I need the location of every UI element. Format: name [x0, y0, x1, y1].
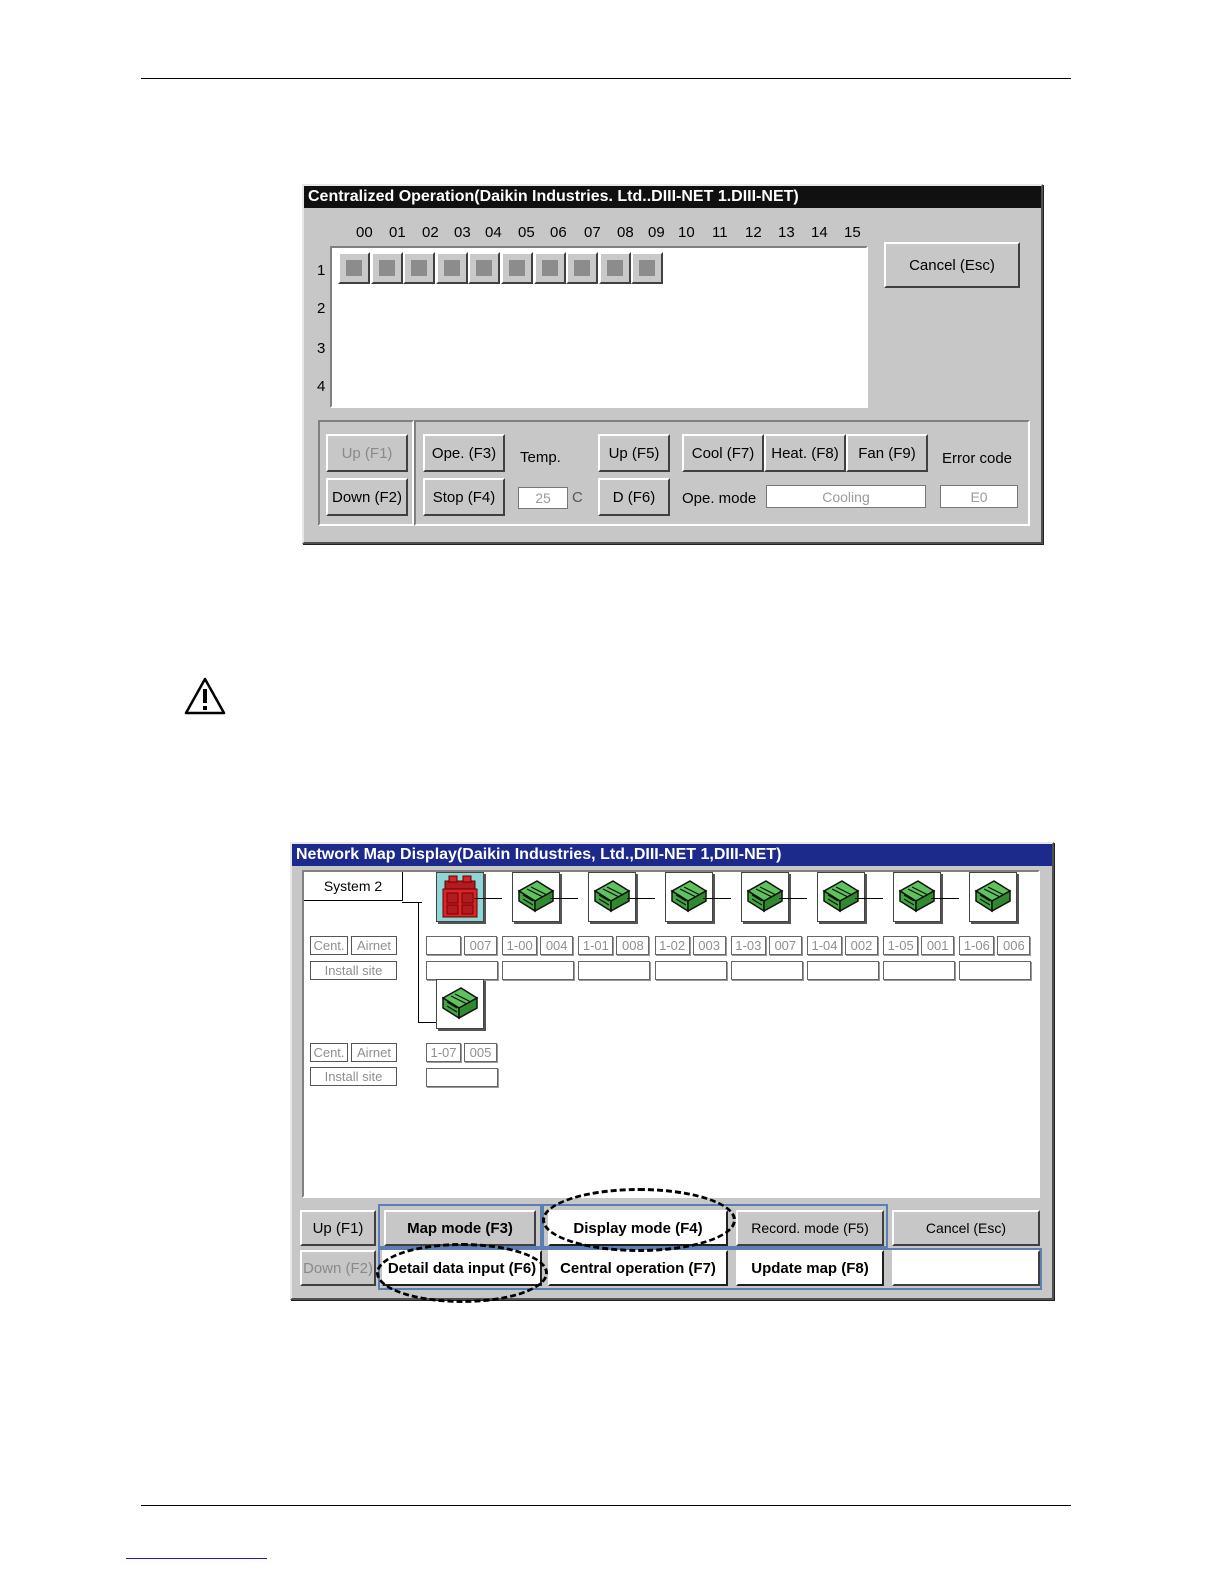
unit-airnet-number: 002: [845, 936, 878, 955]
unit-cell[interactable]: [371, 252, 403, 284]
record-mode-button[interactable]: Record. mode (F5): [736, 1210, 884, 1246]
unit-cell[interactable]: [338, 252, 370, 284]
unit-connector-line: [550, 898, 578, 899]
centralized-title: Centralized Operation(Daikin Industries. Ltd..DIII-NET 1.DIII-NET): [304, 186, 1041, 208]
operate-button[interactable]: Ope. (F3): [423, 434, 505, 472]
stop-button[interactable]: Stop (F4): [423, 478, 505, 516]
unit-airnet-number: 001: [921, 936, 954, 955]
unit-connector-line: [703, 898, 731, 899]
down-button[interactable]: Down (F2): [300, 1250, 376, 1286]
empty-button[interactable]: [892, 1250, 1040, 1286]
down-button[interactable]: Down (F2): [326, 478, 408, 516]
up-button[interactable]: Up (F1): [300, 1210, 376, 1246]
error-code-label: Error code: [942, 450, 1013, 467]
unit-address: 1-01: [578, 936, 613, 955]
unit-cell[interactable]: [566, 252, 598, 284]
unit-install-site[interactable]: [807, 961, 879, 980]
column-header: 06: [550, 224, 567, 241]
unit-cell[interactable]: [534, 252, 566, 284]
unit-cell[interactable]: [436, 252, 468, 284]
network-title: Network Map Display(Daikin Industries, Ltd.,DIII-NET 1,DIII-NET): [292, 844, 1052, 866]
column-header: 04: [485, 224, 502, 241]
temp-field[interactable]: 25: [518, 487, 568, 509]
airnet-label-row1: Airnet: [351, 936, 397, 955]
warning-icon: [183, 676, 227, 716]
footer-link-underline: [126, 1558, 267, 1559]
unit-cell[interactable]: [403, 252, 435, 284]
display-mode-button[interactable]: Display mode (F4): [548, 1210, 728, 1246]
row-header: 3: [317, 340, 326, 357]
unit-address: 1-07: [426, 1043, 461, 1062]
unit-airnet-number: 007: [464, 936, 497, 955]
unit-grid: [330, 246, 868, 408]
column-header: 13: [778, 224, 795, 241]
temp-unit: C: [572, 489, 583, 506]
install-site-label-row2: Install site: [310, 1067, 397, 1086]
unit-airnet-number: 008: [616, 936, 649, 955]
temp-up-button[interactable]: Up (F5): [598, 434, 670, 472]
unit-install-site[interactable]: [731, 961, 803, 980]
unit-cell[interactable]: [599, 252, 631, 284]
detail-data-input-button[interactable]: Detail data input (F6): [382, 1250, 542, 1286]
unit-address: 1-06: [959, 936, 994, 955]
unit-cell[interactable]: [631, 252, 663, 284]
header-rule: [141, 78, 1071, 79]
column-header: 10: [678, 224, 695, 241]
up-button[interactable]: Up (F1): [326, 434, 408, 472]
column-header: 07: [584, 224, 601, 241]
column-header: 14: [811, 224, 828, 241]
temp-down-button[interactable]: D (F6): [598, 478, 670, 516]
unit-install-site[interactable]: [655, 961, 727, 980]
cent-label-row1: Cent.: [310, 936, 348, 955]
column-header: 12: [745, 224, 762, 241]
unit-address: 1-00: [502, 936, 537, 955]
update-map-button[interactable]: Update map (F8): [736, 1250, 884, 1286]
unit-connector-line: [627, 898, 655, 899]
unit-airnet-number: 007: [769, 936, 802, 955]
column-header: 00: [356, 224, 373, 241]
indoor-unit-icon[interactable]: [588, 872, 636, 922]
unit-connector-line: [855, 898, 883, 899]
unit-install-site[interactable]: [883, 961, 955, 980]
highlight-detail-data-input: [376, 1243, 548, 1303]
error-code-field: E0: [940, 485, 1018, 508]
indoor-unit-icon[interactable]: [817, 872, 865, 922]
fan-button[interactable]: Fan (F9): [846, 434, 928, 472]
airnet-label-row2: Airnet: [351, 1043, 397, 1062]
centralized-operation-window: [302, 184, 1043, 544]
indoor-unit-icon[interactable]: [893, 872, 941, 922]
unit-address: 1-02: [655, 936, 690, 955]
ope-mode-label: Ope. mode: [682, 490, 757, 507]
row-header: 2: [317, 300, 326, 317]
unit-airnet-number: 004: [540, 936, 573, 955]
cancel-button[interactable]: Cancel (Esc): [884, 242, 1020, 288]
column-header: 09: [648, 224, 665, 241]
row-header: 4: [317, 378, 326, 395]
unit-install-site[interactable]: [502, 961, 574, 980]
unit-connector-line: [931, 898, 959, 899]
central-controller-icon[interactable]: [436, 872, 484, 922]
unit-connector-line: [474, 898, 502, 899]
unit-airnet-number: 003: [693, 936, 726, 955]
unit-connector-line: [779, 898, 807, 899]
heat-button[interactable]: Heat. (F8): [764, 434, 846, 472]
column-header: 11: [712, 224, 728, 241]
unit-install-site[interactable]: [578, 961, 650, 980]
highlight-display-mode: [542, 1188, 736, 1252]
map-mode-button[interactable]: Map mode (F3): [384, 1210, 536, 1246]
central-operation-button[interactable]: Central operation (F7): [548, 1250, 728, 1286]
column-header: 08: [617, 224, 634, 241]
column-header: 03: [454, 224, 471, 241]
system-branch-line: [402, 902, 422, 903]
install-site-label-row1: Install site: [310, 961, 397, 980]
indoor-unit-icon[interactable]: [665, 872, 713, 922]
column-header: 05: [518, 224, 535, 241]
system-label-box: [304, 872, 403, 901]
unit-install-site[interactable]: [426, 1068, 498, 1087]
unit-airnet-number: 005: [464, 1043, 497, 1062]
ope-mode-field: Cooling: [766, 485, 926, 508]
cancel-button[interactable]: Cancel (Esc): [892, 1210, 1040, 1246]
column-header: 02: [422, 224, 439, 241]
indoor-unit-icon[interactable]: [969, 872, 1017, 922]
unit-address: 1-05: [883, 936, 918, 955]
map-area: [302, 870, 1040, 1198]
system-trunk-line: [418, 902, 419, 1022]
unit-airnet-number: 006: [997, 936, 1030, 955]
row-header: 1: [317, 262, 326, 279]
unit-cell[interactable]: [501, 252, 533, 284]
cent-label-row2: Cent.: [310, 1043, 348, 1062]
column-header: 15: [844, 224, 861, 241]
column-header: 01: [389, 224, 406, 241]
cool-button[interactable]: Cool (F7): [682, 434, 764, 472]
indoor-unit-icon[interactable]: [512, 872, 560, 922]
unit-address: 1-04: [807, 936, 842, 955]
unit-install-site[interactable]: [959, 961, 1031, 980]
unit-install-site[interactable]: [426, 961, 498, 980]
unit-address: 1-03: [731, 936, 766, 955]
footer-rule: [141, 1505, 1071, 1506]
indoor-unit-icon[interactable]: [436, 979, 484, 1029]
unit-cell[interactable]: [468, 252, 500, 284]
indoor-unit-icon[interactable]: [741, 872, 789, 922]
unit-address: [426, 936, 461, 955]
temp-label: Temp.: [520, 449, 561, 466]
row2-branch-line: [418, 1022, 436, 1023]
system-label: System 2: [323, 878, 383, 894]
